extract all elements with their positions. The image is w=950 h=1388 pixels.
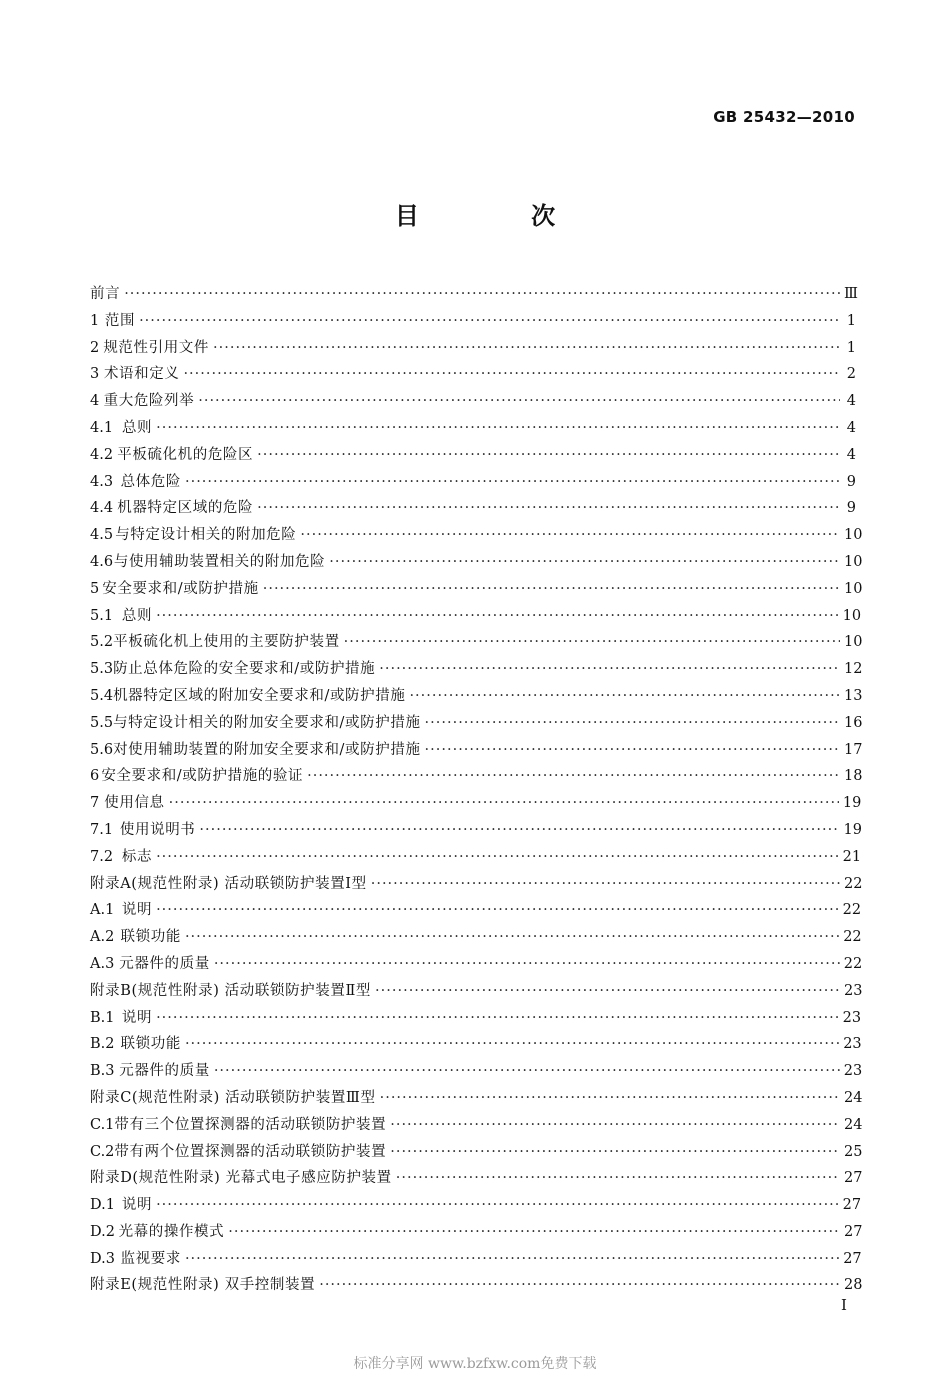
toc-entry-number: 4.1 [90, 419, 114, 436]
toc-leader-dots [214, 951, 840, 978]
toc-entry-page: 23 [843, 1036, 862, 1053]
toc-entry-label: 重大危险列举 [103, 393, 195, 410]
toc-entry-label: 与特定设计相关的附加安全要求和/或防护措施 [113, 714, 421, 731]
toc-entry[interactable] [90, 978, 863, 1005]
toc-leader-dots [156, 1192, 839, 1219]
toc-entry[interactable] [90, 1085, 863, 1112]
toc-entry-number: 5.1 [90, 607, 114, 624]
toc-entry[interactable] [90, 603, 862, 630]
toc-entry-number: 4 [90, 393, 100, 410]
toc-entry-page: 27 [844, 1170, 863, 1187]
toc-entry-label: 说明 [121, 1009, 153, 1026]
toc-entry[interactable] [90, 924, 862, 951]
toc-entry-page: 10 [844, 580, 863, 597]
toc-entry-label: 使用信息 [104, 795, 165, 812]
toc-entry[interactable] [90, 790, 862, 817]
toc-leader-dots [307, 763, 840, 790]
toc-entry-number: B.3 [90, 1063, 115, 1080]
toc-entry[interactable] [90, 710, 863, 737]
toc-entry-label: 使用说明书 [119, 821, 196, 838]
toc-entry-page: 1 [846, 339, 856, 356]
toc-leader-dots [319, 1272, 840, 1299]
toc-leader-dots [185, 924, 839, 951]
toc-entry-number: B.2 [90, 1036, 115, 1053]
toc-entry-label: 带有三个位置探测器的活动联锁防护装置 [114, 1116, 387, 1133]
toc-entry-page: 10 [844, 553, 863, 570]
toc-entry-number: C.2 [90, 1143, 115, 1160]
toc-entry[interactable] [90, 335, 856, 362]
toc-entry-label: 规范性引用文件 [103, 339, 210, 356]
toc-entry-label: 防止总体危险的安全要求和/或防护措施 [113, 661, 376, 678]
toc-entry-number: 3 [90, 366, 100, 383]
toc-leader-dots [156, 603, 839, 630]
toc-entry-page: 16 [844, 714, 863, 731]
toc-leader-dots [213, 335, 840, 362]
page-number: I [841, 1296, 847, 1314]
toc-entry[interactable] [90, 763, 863, 790]
toc-entry[interactable] [90, 415, 856, 442]
toc-entry[interactable] [90, 1112, 863, 1139]
toc-entry[interactable] [90, 522, 863, 549]
toc-entry[interactable] [90, 576, 863, 603]
toc-entry-number: 5.6 [90, 741, 114, 758]
toc-entry-number: 4.2 [90, 446, 114, 463]
toc-entry-label: 前言 [90, 286, 121, 302]
toc-entry-page: 17 [844, 741, 863, 758]
toc-leader-dots [185, 1031, 839, 1058]
toc-entry-page: 4 [846, 419, 856, 436]
toc-entry[interactable] [90, 1005, 862, 1032]
toc-entry[interactable] [90, 549, 863, 576]
toc-entry-label: 机器特定区域的危险 [117, 500, 254, 517]
toc-entry-number: 5 [90, 580, 100, 597]
toc-leader-dots [425, 710, 840, 737]
toc-entry[interactable] [90, 951, 863, 978]
toc-leader-dots [380, 1085, 840, 1112]
toc-entry[interactable] [90, 1272, 863, 1299]
toc-leader-dots [390, 1112, 840, 1139]
toc-entry-number: D.3 [90, 1250, 115, 1267]
table-of-contents [90, 281, 863, 1299]
toc-leader-dots [390, 1139, 840, 1166]
toc-leader-dots [344, 629, 840, 656]
toc-leader-dots [156, 897, 839, 924]
toc-leader-dots [214, 1058, 840, 1085]
toc-leader-dots [375, 978, 840, 1005]
toc-entry-page: 1 [846, 312, 856, 329]
toc-entry[interactable] [90, 308, 856, 335]
toc-entry-page: 9 [846, 473, 856, 490]
toc-entry-number: 1 [90, 312, 100, 329]
toc-entry-label: 光幕的操作模式 [118, 1223, 225, 1240]
toc-leader-dots [156, 415, 840, 442]
toc-entry-number: 4.4 [90, 500, 114, 517]
toc-entry-number: 7.2 [90, 848, 114, 865]
toc-leader-dots [409, 683, 840, 710]
toc-entry-number: D.1 [90, 1197, 115, 1214]
toc-entry-label: 带有两个位置探测器的活动联锁防护装置 [114, 1143, 387, 1160]
toc-entry-number: C.1 [90, 1116, 115, 1133]
toc-entry-label: 联锁功能 [120, 1036, 181, 1053]
toc-entry-number: A.1 [90, 902, 115, 919]
toc-entry-page: 28 [844, 1277, 863, 1294]
toc-entry-label: 标志 [121, 848, 153, 865]
toc-leader-dots [169, 790, 839, 817]
toc-entry[interactable] [90, 281, 856, 308]
toc-entry[interactable] [90, 629, 863, 656]
toc-leader-dots [396, 1165, 840, 1192]
toc-entry-page: 19 [843, 821, 862, 838]
toc-entry-number: 5.2 [90, 634, 114, 651]
toc-leader-dots [228, 1219, 840, 1246]
toc-leader-dots [300, 522, 840, 549]
toc-entry[interactable] [90, 737, 863, 764]
toc-entry[interactable] [90, 1139, 863, 1166]
toc-entry[interactable] [90, 1031, 862, 1058]
toc-entry-page: 9 [846, 500, 856, 517]
toc-entry-label: 对使用辅助装置的附加安全要求和/或防护措施 [113, 741, 421, 758]
toc-entry-label: 平板硫化机上使用的主要防护装置 [113, 634, 340, 651]
toc-entry-number: 2 [90, 339, 100, 356]
toc-entry-number: 7 [90, 795, 100, 812]
toc-entry-number: 5.3 [90, 661, 114, 678]
toc-leader-dots [379, 656, 840, 683]
toc-leader-dots [183, 361, 840, 388]
toc-entry-page: 4 [846, 393, 856, 410]
toc-entry-label: 术语和定义 [103, 366, 180, 383]
toc-entry-label: 元器件的质量 [119, 955, 210, 972]
toc-entry-number: A.2 [90, 929, 115, 946]
toc-entry[interactable] [90, 1192, 862, 1219]
toc-entry-page: 19 [842, 795, 862, 812]
toc-entry[interactable] [90, 388, 856, 415]
toc-entry-number: B.1 [90, 1009, 115, 1026]
toc-entry[interactable] [90, 871, 863, 898]
toc-entry-label: 附录C(规范性附录) 活动联锁防护装置Ⅲ型 [90, 1089, 376, 1106]
toc-leader-dots [185, 469, 840, 496]
toc-entry-page: 27 [844, 1223, 863, 1240]
toc-entry-number: 4.3 [90, 473, 114, 490]
toc-entry-page: 22 [842, 902, 862, 919]
toc-entry-page: 23 [844, 982, 863, 999]
toc-entry-label: 平板硫化机的危险区 [117, 446, 254, 463]
toc-leader-dots [263, 576, 840, 603]
toc-entry-number: A.3 [90, 955, 115, 972]
toc-entry-page: 27 [842, 1197, 862, 1214]
toc-entry-number: 5.4 [90, 687, 114, 704]
toc-entry-page: 2 [846, 366, 856, 383]
toc-entry[interactable] [90, 1058, 863, 1085]
toc-entry-number: 4.5 [90, 527, 114, 544]
toc-entry[interactable] [90, 1219, 863, 1246]
toc-entry-number: 4.6 [90, 553, 114, 570]
toc-entry-number: 6 [90, 768, 100, 785]
toc-leader-dots [124, 281, 840, 308]
toc-entry[interactable] [90, 897, 862, 924]
toc-entry-page: 24 [844, 1116, 863, 1133]
toc-entry-page: 10 [844, 634, 863, 651]
toc-entry-label: 安全要求和/或防护措施 [102, 580, 259, 597]
toc-entry-page: 10 [844, 527, 863, 544]
toc-leader-dots [139, 308, 840, 335]
toc-entry-page: 22 [844, 875, 863, 892]
toc-entry[interactable] [90, 844, 862, 871]
page-title: 目 次 [394, 202, 608, 230]
toc-entry[interactable] [90, 495, 856, 522]
toc-leader-dots [156, 844, 839, 871]
toc-entry[interactable] [90, 817, 862, 844]
toc-entry-page: 18 [844, 768, 863, 785]
watermark: 标准分享网 www.bzfxw.com免费下载 [353, 1356, 597, 1372]
toc-entry-label: 附录A(规范性附录) 活动联锁防护装置Ⅰ型 [90, 875, 367, 892]
toc-entry-page: 22 [843, 929, 862, 946]
toc-entry-page: 13 [844, 687, 863, 704]
toc-entry-page: 4 [846, 446, 856, 463]
toc-entry[interactable] [90, 1246, 862, 1273]
toc-leader-dots [185, 1246, 839, 1273]
toc-entry-label: 与使用辅助装置相关的附加危险 [113, 553, 326, 570]
toc-entry-label: 说明 [121, 902, 153, 919]
toc-entry-label: 联锁功能 [120, 929, 181, 946]
toc-entry[interactable] [90, 656, 863, 683]
toc-entry[interactable] [90, 361, 856, 388]
toc-entry-label: 安全要求和/或防护措施的验证 [101, 768, 304, 785]
toc-leader-dots [198, 388, 840, 415]
toc-leader-dots [329, 549, 840, 576]
toc-entry[interactable] [90, 683, 863, 710]
toc-entry-number: 7.1 [90, 821, 114, 838]
toc-entry-page: 21 [842, 848, 862, 865]
toc-leader-dots [257, 495, 840, 522]
toc-entry-label: 机器特定区域的附加安全要求和/或防护措施 [113, 687, 406, 704]
toc-entry-page: 22 [843, 955, 863, 972]
toc-leader-dots [156, 1005, 839, 1032]
toc-entry-label: 元器件的质量 [119, 1063, 210, 1080]
toc-entry-page: 23 [843, 1063, 863, 1080]
toc-entry-page: 12 [844, 661, 863, 678]
standard-number: GB 25432—2010 [713, 108, 855, 126]
toc-entry-page: 27 [843, 1250, 862, 1267]
toc-leader-dots [257, 442, 840, 469]
toc-entry-label: 总体危险 [120, 473, 181, 490]
toc-entry[interactable] [90, 442, 856, 469]
toc-entry-label: 与特定设计相关的附加危险 [115, 527, 297, 544]
toc-leader-dots [425, 737, 840, 764]
toc-leader-dots [371, 871, 840, 898]
toc-entry-label: 总则 [121, 419, 153, 436]
toc-entry-label: 附录B(规范性附录) 活动联锁防护装置Ⅱ型 [90, 982, 372, 999]
toc-entry-label: 附录E(规范性附录) 双手控制装置 [90, 1277, 316, 1294]
toc-entry-label: 总则 [121, 607, 153, 624]
toc-entry-label: 说明 [121, 1197, 153, 1214]
toc-entry[interactable] [90, 469, 856, 496]
toc-entry[interactable] [90, 1165, 863, 1192]
toc-entry-label: 监视要求 [120, 1250, 181, 1267]
toc-entry-page: Ⅲ [844, 286, 858, 302]
toc-entry-label: 附录D(规范性附录) 光幕式电子感应防护装置 [90, 1170, 392, 1187]
toc-entry-page: 23 [842, 1009, 862, 1026]
toc-leader-dots [199, 817, 839, 844]
toc-entry-page: 10 [842, 607, 862, 624]
toc-entry-page: 25 [844, 1143, 863, 1160]
toc-entry-number: 5.5 [90, 714, 114, 731]
toc-entry-label: 范围 [104, 312, 136, 329]
toc-entry-number: D.2 [90, 1223, 115, 1240]
toc-entry-page: 24 [844, 1089, 863, 1106]
